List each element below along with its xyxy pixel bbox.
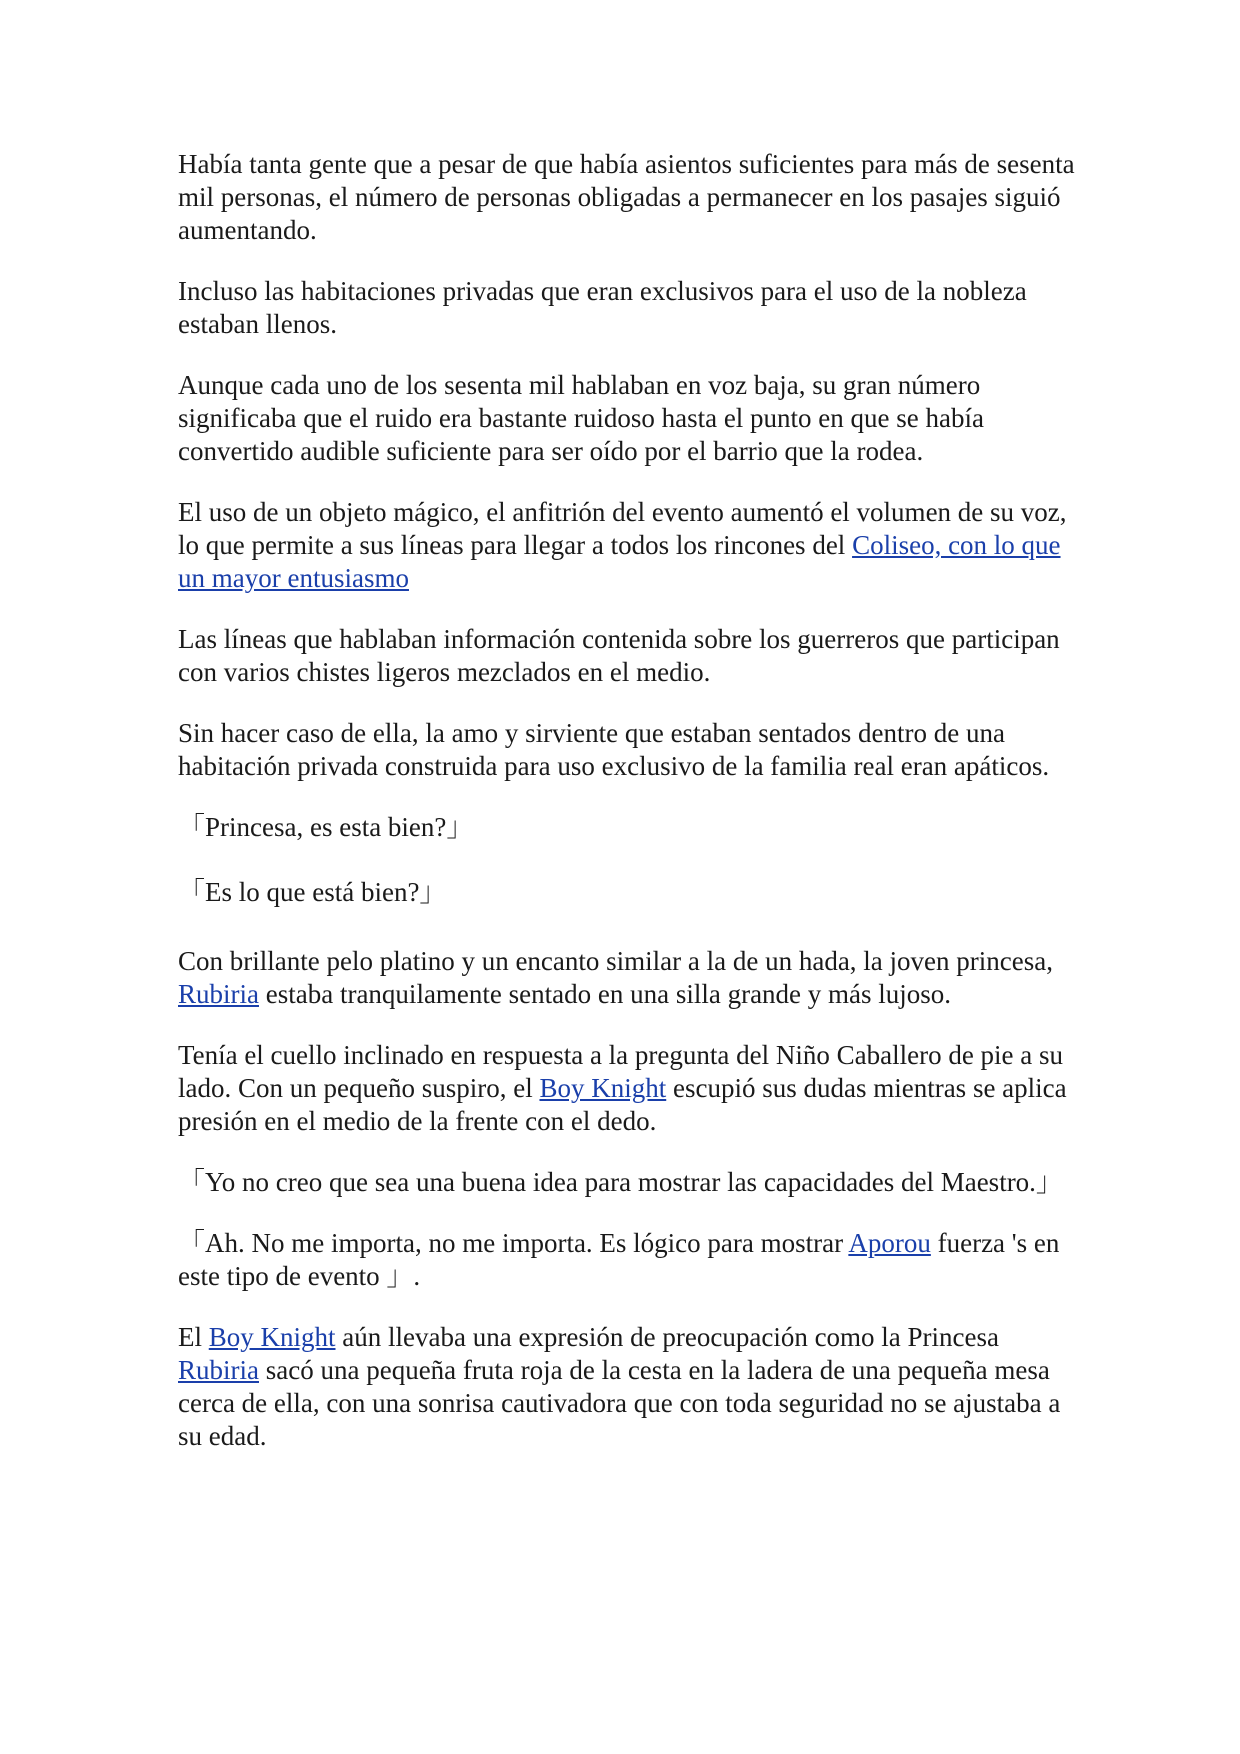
dialogue-4-text-b: fuerza 's en este tipo de evento 」. xyxy=(178,1228,1060,1291)
paragraph-8-text-b: escupió sus dudas mientras se aplica presión en el medio de la frente con el dedo. xyxy=(178,1073,1067,1136)
link-boy-knight[interactable]: Boy Knight xyxy=(539,1073,667,1103)
dialogue-4 xyxy=(178,1227,1083,1293)
link-rubiria-2[interactable]: Rubiria xyxy=(178,1355,259,1385)
document-page xyxy=(178,148,1083,1481)
paragraph-9 xyxy=(178,1321,1083,1453)
paragraph-8 xyxy=(178,1039,1083,1138)
paragraph-3: Aunque cada uno de los sesenta mil hablaban en voz baja, su gran número significaba que el ruido era bastante ruidoso hasta el punto en que se había convertido audible suficiente para ser oído por el barrio que la rodea. xyxy=(178,370,984,466)
paragraph-7-text-b: estaba tranquilamente sentado en una silla grande y más lujoso. xyxy=(259,979,952,1009)
link-boy-knight-2[interactable]: Boy Knight xyxy=(208,1322,336,1352)
paragraph-2: Incluso las habitaciones privadas que eran exclusivos para el uso de la nobleza estaban llenos. xyxy=(178,276,1027,339)
dialogue-4-text-a: 「Ah. No me importa, no me importa. Es lógico para mostrar xyxy=(178,1228,849,1258)
dialogue-1: 「Princesa, es esta bien?」 xyxy=(178,812,474,842)
paragraph-7 xyxy=(178,945,1083,1011)
paragraph-9-text-b: aún llevaba una expresión de preocupación como la Princesa xyxy=(335,1322,1000,1352)
paragraph-4-text: El uso de un objeto mágico, el anfitrión del evento aumentó el volumen de su voz, lo que permite a sus líneas para llegar a todos los rincones del xyxy=(178,497,1067,560)
dialogue-3: 「Yo no creo que sea una buena idea para mostrar las capacidades del Maestro.」 xyxy=(178,1167,1063,1197)
paragraph-8-text-a: Tenía el cuello inclinado en respuesta a la pregunta del Niño Caballero de pie a su lado. Con un pequeño suspiro, el xyxy=(178,1040,1064,1103)
dialogue-2: 「Es lo que está bien?」 xyxy=(178,877,447,907)
paragraph-9-text-a: El xyxy=(178,1322,209,1352)
paragraph-9-text-c: sacó una pequeña fruta roja de la cesta en la ladera de una pequeña mesa cerca de ella, con una sonrisa cautivadora que con toda seguridad no se ajustaba a su edad. xyxy=(178,1355,1061,1451)
link-aporou[interactable]: Aporou xyxy=(848,1228,931,1258)
paragraph-4 xyxy=(178,496,1083,595)
paragraph-7-text-a: Con brillante pelo platino y un encanto similar a la de un hada, la joven princesa, xyxy=(178,946,1053,976)
link-rubiria[interactable]: Rubiria xyxy=(178,979,259,1009)
paragraph-5: Las líneas que hablaban información contenida sobre los guerreros que participan con varios chistes ligeros mezclados en el medio. xyxy=(178,624,1060,687)
paragraph-1: Había tanta gente que a pesar de que había asientos suficientes para más de sesenta mil personas, el número de personas obligadas a permanecer en los pasajes siguió aumentando. xyxy=(178,149,1075,245)
paragraph-6: Sin hacer caso de ella, la amo y sirviente que estaban sentados dentro de una habitación privada construida para uso exclusivo de la familia real eran apáticos. xyxy=(178,718,1050,781)
link-coliseo[interactable]: Coliseo, con lo que un mayor entusiasmo xyxy=(178,530,1061,593)
